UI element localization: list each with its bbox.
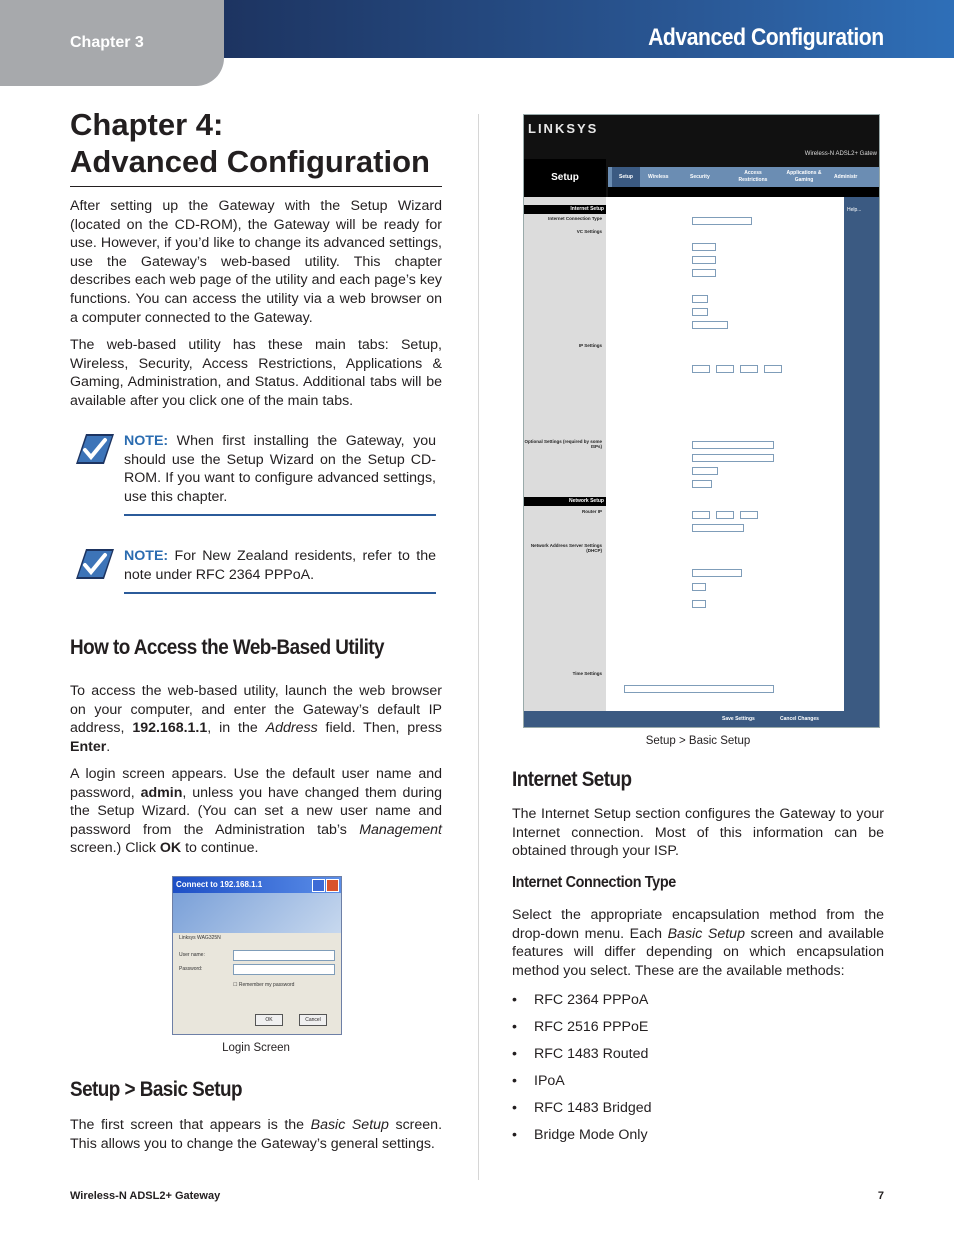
internet-setup-paragraph: The Internet Setup section configures the Gateway to your Internet connection. Most of this information can be obtained through your ISP. (512, 806, 884, 860)
setup-caption: Setup > Basic Setup (645, 735, 751, 747)
column-divider (478, 114, 479, 1180)
login-screen-figure (172, 876, 342, 1035)
note-label: NOTE: (124, 548, 169, 564)
time-settings-label: Time Settings (572, 671, 602, 676)
tab-setup: Setup (612, 167, 640, 187)
model-name: Wireless-N ADSL2+ Gatew (804, 151, 877, 157)
help-icon (312, 879, 325, 892)
linksys-logo: LINKSYS (528, 121, 599, 136)
size-field (692, 480, 712, 488)
dialog-title: Connect to 192.168.1.1 (173, 877, 341, 893)
conn-type-label: Internet Connection Type (548, 216, 602, 221)
dhcp-start-field (692, 569, 742, 577)
chapter-label: Chapter 3 (70, 34, 144, 51)
router-ip-octet (692, 511, 710, 519)
dsl-modulation-select (692, 321, 728, 329)
vc-settings-label: VC Settings (576, 229, 602, 234)
chapter-heading (70, 106, 442, 187)
utility-footer (524, 711, 879, 727)
cancel-changes-button: Cancel Changes (780, 716, 819, 722)
list-item: • RFC 1483 Routed (512, 1041, 884, 1068)
host-name-field (692, 441, 774, 449)
footer-product: Wireless-N ADSL2+ Gateway (70, 1190, 221, 1202)
heading-internet-setup: Internet Setup (512, 768, 632, 791)
internet-setup-bar: Internet Setup (524, 205, 606, 214)
connection-type-paragraph: Select the appropriate encapsulation method from the drop-down menu. Each Basic Setup screen and available features will differ depending on which encapsulation method you select. These are the available methods: (512, 907, 884, 979)
tab-security: Security (690, 174, 710, 180)
note-new-zealand (124, 547, 436, 594)
max-users-field (692, 583, 706, 591)
chapter-heading-line2: Advanced Configuration (70, 144, 430, 179)
lease-time-field (692, 600, 706, 608)
cancel-button: Cancel (299, 1014, 327, 1026)
list-item: • RFC 2364 PPPoA (512, 987, 884, 1014)
section-title: Advanced Configuration (648, 24, 884, 51)
ip-octet (716, 365, 734, 373)
qos-select (692, 243, 716, 251)
sub-tabs (608, 187, 879, 197)
main-tabs (608, 167, 879, 187)
save-settings-button: Save Settings (722, 716, 755, 722)
list-item: • RFC 1483 Bridged (512, 1095, 884, 1122)
encapsulation-select (692, 217, 752, 225)
list-item: • IPoA (512, 1068, 884, 1095)
ip-settings-label: IP Settings (578, 343, 602, 348)
time-zone-select (624, 685, 774, 693)
optional-settings-label: Optional Settings (required by some ISPs) (524, 439, 602, 449)
password-label: Password: (179, 966, 203, 972)
user-name-field (233, 950, 335, 961)
heading-access-utility: How to Access the Web-Based Utility (70, 636, 385, 659)
remember-checkbox: ☐ Remember my password (233, 982, 295, 988)
tab-applications-gaming: Applications & Gaming (786, 170, 822, 183)
mtu-select (692, 467, 718, 475)
page-number: 7 (877, 1190, 884, 1202)
intro-paragraph: After setting up the Gateway with the Setup Wizard (located on the CD-ROM), the Gateway will be ready for use. However, if you’d like to change its advanced settings, use the Gateway’s web-based utility. This chapter describes each web page of the utility and each page’s key functions. You can access the utility via a web browser on a computer connected to the Gateway. (70, 198, 442, 326)
ip-octet (692, 365, 710, 373)
subnet-mask-select (692, 524, 744, 532)
help-link: Help... (847, 207, 862, 213)
vpi-field (692, 295, 708, 303)
router-ip-label: Router IP (581, 509, 602, 514)
heading-connection-type: Internet Connection Type (512, 874, 676, 891)
ip-octet (764, 365, 782, 373)
sidebar (524, 197, 606, 727)
vci-field (692, 308, 708, 316)
tab-wireless: Wireless (648, 174, 669, 180)
password-field (233, 964, 335, 975)
settings-form (610, 197, 842, 717)
chapter-heading-line1: Chapter 4: (70, 107, 224, 142)
router-ip-octet (740, 511, 758, 519)
encapsulation-methods-list (512, 987, 884, 1149)
note-setup-wizard (124, 432, 436, 516)
access-paragraph: To access the web-based utility, launch the web browser on your computer, and enter the Gateway’s default IP address, 192.168.1.1, in the Address field. Then, press Enter. (70, 683, 443, 755)
dhcp-label: Network Address Server Settings (DHCP) (530, 543, 602, 553)
tabs-paragraph: The web-based utility has these main tabs: Setup, Wireless, Security, Access Restrictions, Applications & Gaming, Administration, and Status. Additional tabs will be available after you click one of the main tabs. (70, 337, 442, 409)
scr-field (692, 269, 716, 277)
help-panel (844, 197, 879, 717)
checkmark-icon (70, 430, 116, 468)
router-ip-octet (716, 511, 734, 519)
list-item: • RFC 2516 PPPoE (512, 1014, 884, 1041)
ip-octet (740, 365, 758, 373)
network-setup-bar: Network Setup (524, 497, 606, 506)
pcr-field (692, 256, 716, 264)
tab-access-restrictions: Access Restrictions (738, 170, 768, 183)
checkmark-icon (70, 545, 116, 583)
login-paragraph: A login screen appears. Use the default user name and password, admin, unless you have changed them during the Setup Wizard. (You can set a new user name and password from the Administration tab’s Management screen.) Click OK to continue. (70, 766, 442, 857)
login-caption: Login Screen (222, 1042, 290, 1054)
keys-banner (173, 893, 341, 933)
note-text: When first installing the Gateway, you should use the Setup Wizard on the Setup CD-ROM. If you want to configure advanced settings, use this chapter. (124, 433, 436, 505)
section-name: Setup (524, 159, 606, 197)
realm-text: Linksys WAG325N (179, 935, 221, 941)
list-item: • Bridge Mode Only (512, 1122, 884, 1149)
basic-setup-figure (523, 114, 880, 728)
heading-basic-setup: Setup > Basic Setup (70, 1078, 242, 1101)
basic-setup-paragraph: The first screen that appears is the Basic Setup screen. This allows you to change the Gateway’s general settings. (70, 1117, 443, 1152)
note-text: For New Zealand residents, refer to the note under RFC 2364 PPPoA. (124, 548, 436, 583)
close-icon (326, 879, 339, 892)
tab-administration: Administr (834, 174, 858, 180)
user-label: User name: (179, 952, 205, 958)
ok-button: OK (255, 1014, 283, 1026)
domain-name-field (692, 454, 774, 462)
note-label: NOTE: (124, 433, 169, 449)
